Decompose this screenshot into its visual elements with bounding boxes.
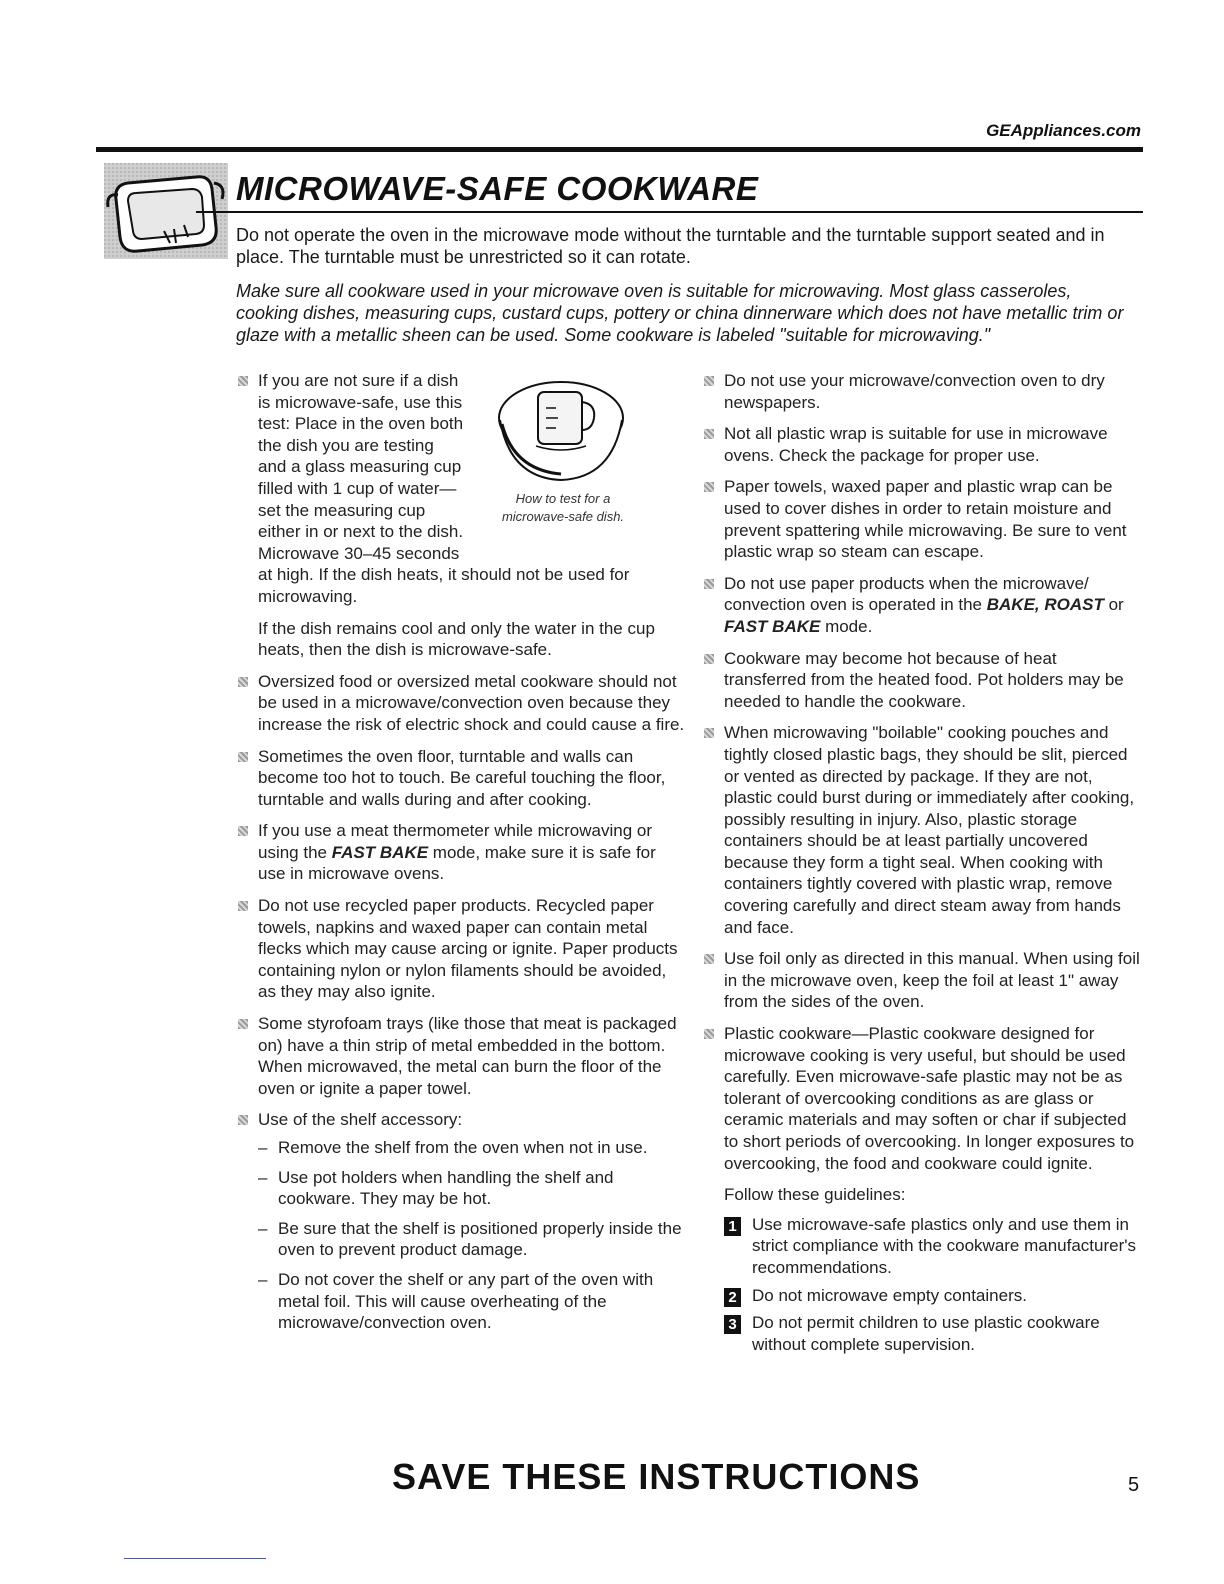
dash-mark: – (258, 1269, 268, 1289)
bullet-square-icon (238, 901, 248, 911)
bullet-square-icon (704, 429, 714, 439)
dash-mark: – (258, 1167, 268, 1187)
caption-line-2: microwave-safe dish. (501, 509, 625, 524)
guidelines-label: Follow these guidelines: (724, 1185, 906, 1205)
number-badge: 2 (724, 1288, 741, 1307)
bullet-text: Cookware may become hot because of heat transferred from the heated food. Pot holders may be needed to handle the cookware. (724, 648, 1124, 711)
site-url: GEAppliances.com (986, 121, 1141, 140)
list-item (702, 476, 1142, 562)
figure-spacer (466, 370, 686, 550)
list-item (702, 948, 1142, 1013)
dash-text: Remove the shelf from the oven when not in use. (278, 1138, 648, 1157)
bullet-square-icon (704, 654, 714, 664)
numbered-item (702, 1214, 1142, 1279)
list-item (236, 370, 686, 608)
left-column (236, 370, 686, 1342)
list-item (236, 1109, 686, 1131)
bullet-text: Do not use your microwave/convection oven to dry newspapers. (724, 371, 1105, 412)
dash-text: Be sure that the shelf is positioned properly inside the oven to prevent product damage. (278, 1218, 682, 1260)
bullet-square-icon (704, 954, 714, 964)
bullet-text: Use foil only as directed in this manual. When using foil in the microwave oven, keep the foil at least 1" away from the sides of the oven. (724, 949, 1140, 1012)
numbered-item (702, 1285, 1142, 1307)
dash-item (236, 1137, 686, 1159)
numbered-item (702, 1312, 1142, 1355)
intro-italic-text: Make sure all cookware used in your microwave oven is suitable for microwaving. Most glass casseroles, cooking dishes, measuring cups, custard cups, pottery or china dinnerware which does not have metallic trim or glaze with a metallic sheen can be used. Some cookware is labeled "suitable for microwaving." (236, 281, 1124, 345)
bottom-link-line (124, 1558, 266, 1559)
bullet-text: Some styrofoam trays (like those that meat is packaged on) have a thin strip of metal embedded in the bottom. When microwaved, the metal can burn the floor of the oven or ignite a paper towel. (258, 1014, 677, 1098)
intro-text: Do not operate the oven in the microwave mode without the turntable and the turntable support seated and in place. The turntable must be unrestricted so it can rotate. (236, 225, 1105, 267)
dash-item (236, 1269, 686, 1334)
list-item (702, 722, 1142, 938)
caption-line-1: How to test for a (515, 491, 611, 506)
bullet-square-icon (238, 752, 248, 762)
bullet-text: Paper towels, waxed paper and plastic wrap can be used to cover dishes in order to retain moisture and prevent spattering while microwaving. Be sure to vent plastic wrap so steam can escape. (724, 477, 1127, 562)
list-item (236, 895, 686, 1003)
bullet-text-pre: If you use a meat thermometer while microwaving or using the (258, 821, 652, 862)
bullet-square-icon (238, 376, 248, 386)
numbered-text: Do not permit children to use plastic cookware without complete supervision. (752, 1313, 1100, 1354)
list-item (702, 648, 1142, 713)
bullet-text: When microwaving "boilable" cooking pouches and tightly closed plastic bags, they should be slit, pierced or vented as directed by package. If they are not, plastic could burst during or immediately after cooking, possibly resulting in injury. Also, plastic storage containers should be at least partially uncovered because they form a tight seal. When cooking with containers tightly covered with plastic wrap, remove covering carefully and direct steam away from hands and face. (724, 723, 1135, 937)
dash-item (236, 1218, 686, 1261)
bullet-text-post: mode, make sure it is safe for use in microwave ovens. (258, 842, 656, 884)
bullet-text-mid: or (1103, 595, 1124, 615)
list-item (236, 820, 686, 885)
list-item (702, 1023, 1142, 1174)
page-number: 5 (1128, 1474, 1140, 1496)
mode-name: FAST BAKE (331, 842, 429, 862)
save-instructions-heading: SAVE THESE INSTRUCTIONS (392, 1456, 921, 1497)
bullet-square-icon (704, 579, 714, 589)
dash-text: Do not cover the shelf or any part of the oven with metal foil. This will cause overheating of the microwave/convection oven. (278, 1269, 654, 1333)
dash-mark: – (258, 1218, 268, 1238)
bullet-square-icon (238, 677, 248, 687)
bullet-text: If you are not sure if a dish is microwave-safe, use this test: Place in the oven both the dish you are testing and a glass measuring cup filled with 1 cup of water—set the measuring cup either in or next to the dish. Microwave 30–45 seconds at high. If the dish heats, it should not be used for microwaving. (258, 371, 630, 606)
list-item (702, 573, 1142, 638)
list-item (236, 746, 686, 811)
bullet-text: Not all plastic wrap is suitable for use in microwave ovens. Check the package for proper use. (724, 424, 1108, 465)
mode-name: BAKE, ROAST (986, 595, 1104, 615)
title-rule (196, 211, 1143, 213)
bullet-square-icon (238, 826, 248, 836)
bullet-text: Sometimes the oven floor, turntable and walls can become too hot to touch. Be careful touching the floor, turntable and walls during and after cooking. (258, 746, 666, 809)
bullet-text-post: mode. (820, 616, 873, 636)
bullet-square-icon (238, 1115, 248, 1125)
list-item (236, 671, 686, 736)
number-badge: 1 (724, 1217, 741, 1236)
mode-name: FAST BAKE (724, 616, 821, 636)
list-item (236, 1013, 686, 1099)
top-rule (96, 147, 1143, 152)
bullet-text: Do not use recycled paper products. Recycled paper towels, napkins and waxed paper can contain metal flecks which may cause arcing or ignite. Paper products containing nylon or nylon filaments should be avoided, as they may also ignite. (258, 896, 678, 1002)
numbered-text: Use microwave-safe plastics only and use them in strict compliance with the cookware manufacturer's recommendations. (752, 1214, 1137, 1277)
bullet-square-icon (704, 376, 714, 386)
bullet-text-pre: Do not use paper products when the microwave/ convection oven is operated in the (724, 573, 1089, 615)
bullet-square-icon (704, 1029, 714, 1039)
right-column (702, 370, 1142, 1361)
bullet-square-icon (704, 482, 714, 492)
dash-mark: – (258, 1138, 268, 1157)
numbered-text: Do not microwave empty containers. (752, 1285, 1027, 1305)
section-title: MICROWAVE-SAFE COOKWARE (236, 170, 759, 207)
list-item (702, 423, 1142, 466)
bullet-subtext: If the dish remains cool and only the water in the cup heats, then the dish is microwave-safe. (258, 618, 655, 660)
bullet-square-icon (238, 1019, 248, 1029)
bullet-square-icon (704, 728, 714, 738)
number-badge: 3 (724, 1315, 741, 1334)
bullet-text: Use of the shelf accessory: (258, 1110, 463, 1130)
dash-item (236, 1167, 686, 1210)
bullet-text: Oversized food or oversized metal cookware should not be used in a microwave/convection oven because they increase the risk of electric shock and could cause a fire. (258, 671, 685, 734)
list-item (702, 370, 1142, 413)
dash-text: Use pot holders when handling the shelf and cookware. They may be hot. (278, 1167, 614, 1209)
bullet-text: Plastic cookware—Plastic cookware designed for microwave cooking is very useful, but should be used carefully. Even microwave-safe plastic may not be as tolerant of overcooking conditions as are glass or ceramic materials and may soften or char if subjected to short periods of overcooking. In longer exposures to overcooking, the food and cookware could ignite. (724, 1024, 1135, 1173)
